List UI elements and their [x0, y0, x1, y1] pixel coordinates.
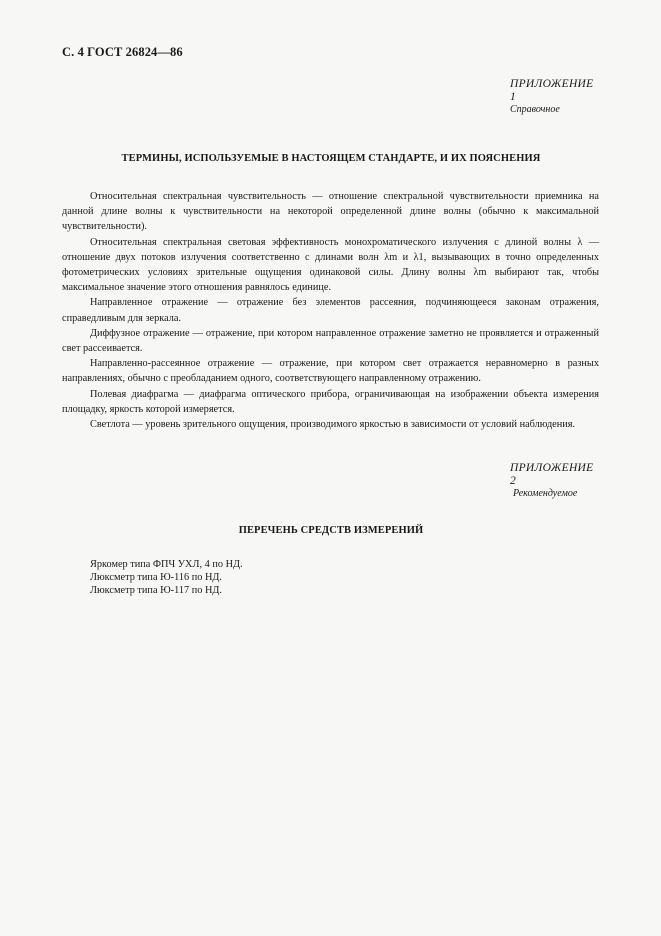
- term-paragraph: Относительная спектральная световая эффективность монохроматического излучения с длиной волны λ — отношение двух потоков излучения соответственно с длинами волн λm и λ1, вызывающих в точно определенных фотометрических условиях зрительные ощущения одинаковой силы. Длину волны λm выбирают так, чтобы максимальное значение этого отношения равнялось единице.: [62, 236, 599, 294]
- appendix-2-title: ПРИЛОЖЕНИЕ 2: [510, 462, 594, 487]
- list-item: Люксметр типа Ю-116 по НД.: [90, 572, 223, 583]
- list-item: Люксметр типа Ю-117 по НД.: [90, 585, 223, 596]
- term-paragraph: Полевая диафрагма — диафрагма оптического прибора, ограничивающая на изображении объекта измерения площадку, яркость которой измеряется.: [62, 388, 599, 415]
- page-header: С. 4 ГОСТ 26824—86: [62, 45, 183, 59]
- term-paragraph: Направленно-рассеянное отражение — отражение, при котором свет отражается неравномерно в разных направлениях, обычно с преобладанием одного, соответствующего направленному отражению.: [62, 358, 599, 385]
- appendix-1-label: [510, 78, 598, 116]
- appendix-2-subtitle: Рекомендуемое: [513, 488, 578, 499]
- list-item: Яркомер типа ФПЧ УХЛ, 4 по НД.: [90, 559, 243, 570]
- term-paragraph: Относительная спектральная чувствительность — отношение спектральной чувствительности приемника на данной длине волны к чувствительности на некоторой определенной длине волны (обычно к максимальной чувствительности).: [62, 191, 599, 233]
- term-paragraph: Направленное отражение — отражение без элементов рассеяния, подчиняющееся законам отражения, справедливым для зеркала.: [62, 297, 599, 324]
- term-paragraph: Диффузное отражение — отражение, при котором направленное отражение заметно не проявляется и отраженный свет рассеивается.: [62, 327, 599, 355]
- appendix-1-subtitle: Справочное: [510, 104, 560, 115]
- appendix-1-title: ПРИЛОЖЕНИЕ 1: [510, 78, 594, 103]
- appendix-2-label: [510, 462, 598, 500]
- instruments-list: [90, 558, 243, 597]
- section-2-title: ПЕРЕЧЕНЬ СРЕДСТВ ИЗМЕРЕНИЙ: [238, 525, 424, 536]
- terms-body: [62, 189, 599, 432]
- section-1-title: ТЕРМИНЫ, ИСПОЛЬЗУЕМЫЕ В НАСТОЯЩЕМ СТАНДАРТЕ, И ИХ ПОЯСНЕНИЯ: [121, 153, 541, 164]
- term-paragraph: Светлота — уровень зрительного ощущения, производимого яркостью в зависимости от условий наблюдения.: [90, 419, 576, 431]
